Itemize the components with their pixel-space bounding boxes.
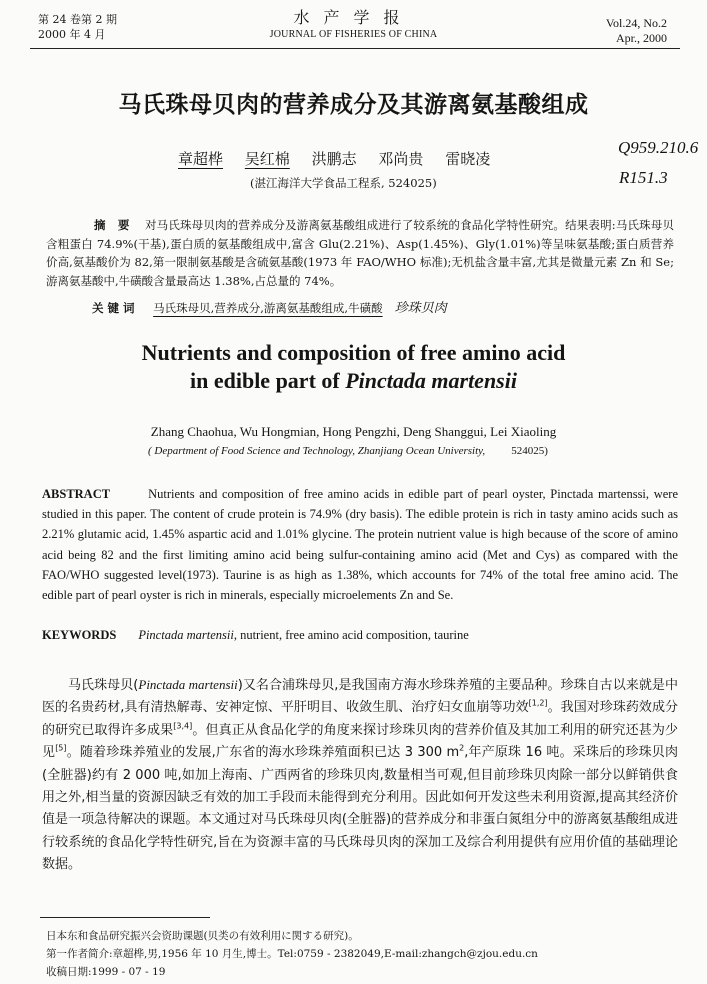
journal-name-cn: 水产学报 [293, 8, 414, 27]
journal-name [0, 8, 707, 42]
keywords-label-en: KEYWORDS [42, 628, 117, 642]
journal-volume-info [606, 16, 667, 46]
issue-date: 2000 年 4 月 [38, 28, 106, 41]
affiliation-en-text: ( Department of Food Science and Technology, Zhanjiang Ocean University, [148, 445, 486, 457]
affiliation-en [148, 445, 548, 457]
intro-paragraph [42, 674, 678, 877]
paper-title-cn: 马氏珠母贝肉的营养成分及其游离氨基酸组成 [118, 92, 589, 118]
body-text [42, 674, 678, 877]
abstract-label-cn: 摘 要 [94, 218, 134, 232]
volume-number: Vol.24, No.2 [605, 16, 667, 30]
abstract-text-en: Nutrients and composition of free amino acids in edible part of pearl oyster, Pinctada martenssi, were studied in this paper. The content of crude protein is 74.9% (dry basis). The edible protein is rich in tasty amino acids such as 2.21% glutamic acid, 1.45% aspartic acid and 1.01% glycine. The protein nutrient value is high because of the score of amino acid being 82 and the first limiting amino acid being sulfur-containing amino acid (Met and Cys) as compared with the FAO/WHO suggested level(1973). Taurine is as high as 1.38%, which accounts for 74% of the total free amino acid. The edible part of pearl oyster is rich in minerals, especially microelements Zn and Se. [42, 487, 678, 603]
handwritten-classification: Q959.210.6 [618, 138, 699, 157]
keywords-species-en: Pinctada martensii [138, 628, 234, 642]
body-segment: 。我国对珍珠药效成分的研究已取得许多成果 [42, 700, 678, 738]
handwritten-classification: R151.3 [619, 168, 668, 187]
header-divider [30, 48, 680, 49]
affiliation-cn: (湛江海洋大学食品工程系, 524025) [250, 176, 437, 190]
body-species: Pinctada martensii [138, 677, 238, 692]
handwritten-keyword: 珍珠贝肉 [394, 301, 447, 316]
footnote-funding: 日本东和食品研究振兴会资助课题(贝类の有效利用に関する研究)。 [46, 930, 359, 942]
title-en-species: Pinctada martensii [345, 368, 517, 393]
keywords-text-cn: 马氏珠母贝,营养成分,游离氨基酸组成,牛磺酸 [153, 301, 383, 315]
body-segment: 马氏珠母贝( [68, 678, 139, 693]
author-cn: 邓尚贵 [378, 150, 424, 168]
author-list-en: Zhang Chaohua, Wu Hongmian, Hong Pengzhi, Deng Shanggui, Lei Xiaoling [150, 424, 557, 439]
author-cn: 雷晓凌 [445, 150, 491, 168]
footnote-received: 收稿日期:1999 - 07 - 19 [46, 966, 166, 978]
citation: [3,4] [173, 721, 193, 731]
body-segment: ,年产原珠 16 吨。采珠后的珍珠贝肉(全脏器)约有 2 000 吨,如加上海南、广西两省的珍珠贝肉,数量相当可观,但目前珍珠贝肉除一部分以鲜销供食用之外,相当量的资源因缺乏有效的加工手段而未能得到充分利用。因此如何开发这些未利用资源,提高其经济价值是一项急待解决的课题。本文通过对马氏珠母贝肉(全脏器)的营养成分和非蛋白氮组分中的游离氨基酸组成进行较系统的食品化学特性研究,旨在为资源丰富的马氏珠母贝肉的深加工及综合利用提供有应用价值的基础理论数据。 [42, 745, 678, 873]
paper-title-en-line2 [0, 368, 707, 394]
author-cn: 洪鹏志 [311, 150, 357, 168]
affiliation-en-postcode: 524025) [511, 445, 548, 457]
volume-date: Apr., 2000 [616, 31, 667, 45]
abstract-cn [46, 216, 674, 290]
keywords-label-cn: 关键词 [92, 301, 139, 315]
author-cn: 章超桦 [178, 150, 224, 168]
keywords-en [42, 628, 469, 643]
author-cn: 吴红棉 [244, 150, 290, 168]
keywords-rest-en: , nutrient, free amino acid composition, taurine [233, 628, 469, 642]
abstract-en [42, 484, 678, 605]
body-segment: 。随着珍珠养殖业的发展,广东省的海水珍珠养殖面积已达 3 300 m [66, 745, 460, 761]
keywords-cn [92, 297, 447, 316]
citation: [1,2] [528, 699, 548, 709]
paper-title-en-line1: Nutrients and composition of free amino acid [141, 340, 566, 365]
issue-volume: 第 24 卷第 2 期 [38, 13, 117, 26]
abstract-label-en: ABSTRACT [42, 487, 111, 501]
title-en-prefix: in edible part of [190, 368, 346, 393]
citation: [5] [55, 743, 67, 753]
body-segment: 。但真正从食品化学的角度来探讨珍珠贝肉的营养价值及其加工利用的研究还甚为少见 [42, 722, 678, 761]
superscript-unit: 2 [459, 743, 465, 753]
body-segment: )又名合浦珠母贝,是我国南方海水珍珠养殖的主要品种。珍珠自古以来就是中医的名贵药材,具有清热解毒、安神定惊、平肝明目、收敛生肌、治疗妇女血崩等功效 [42, 678, 678, 716]
author-list-cn [178, 148, 507, 169]
journal-name-en: JOURNAL OF FISHERIES OF CHINA [269, 29, 438, 40]
abstract-text-cn: 对马氏珠母贝肉的营养成分及游离氨基酸组成进行了较系统的食品化学特性研究。结果表明:马氏珠母贝含粗蛋白 74.9%(干基),蛋白质的氨基酸组成中,富含 Glu(2.21%)、Asp(1.45%)、Gly(1.01%)等呈味氨基酸;蛋白质营养价高,氨基酸价为 82,第一限制氨基酸是含硫氨基酸(1973 年 FAO/WHO 标准);无机盐含量丰富,尤其是微量元素 Zn 和 Se;游离氨基酸中,牛磺酸含量最高达 1.38%,占总量的 74%。 [46, 218, 674, 288]
footnote-divider [40, 917, 210, 918]
footnote-author: 第一作者简介:章超桦,男,1956 年 10 月生,博士。Tel:0759 - 2382049,E-mail:zhangch@zjou.edu.cn [46, 948, 538, 960]
